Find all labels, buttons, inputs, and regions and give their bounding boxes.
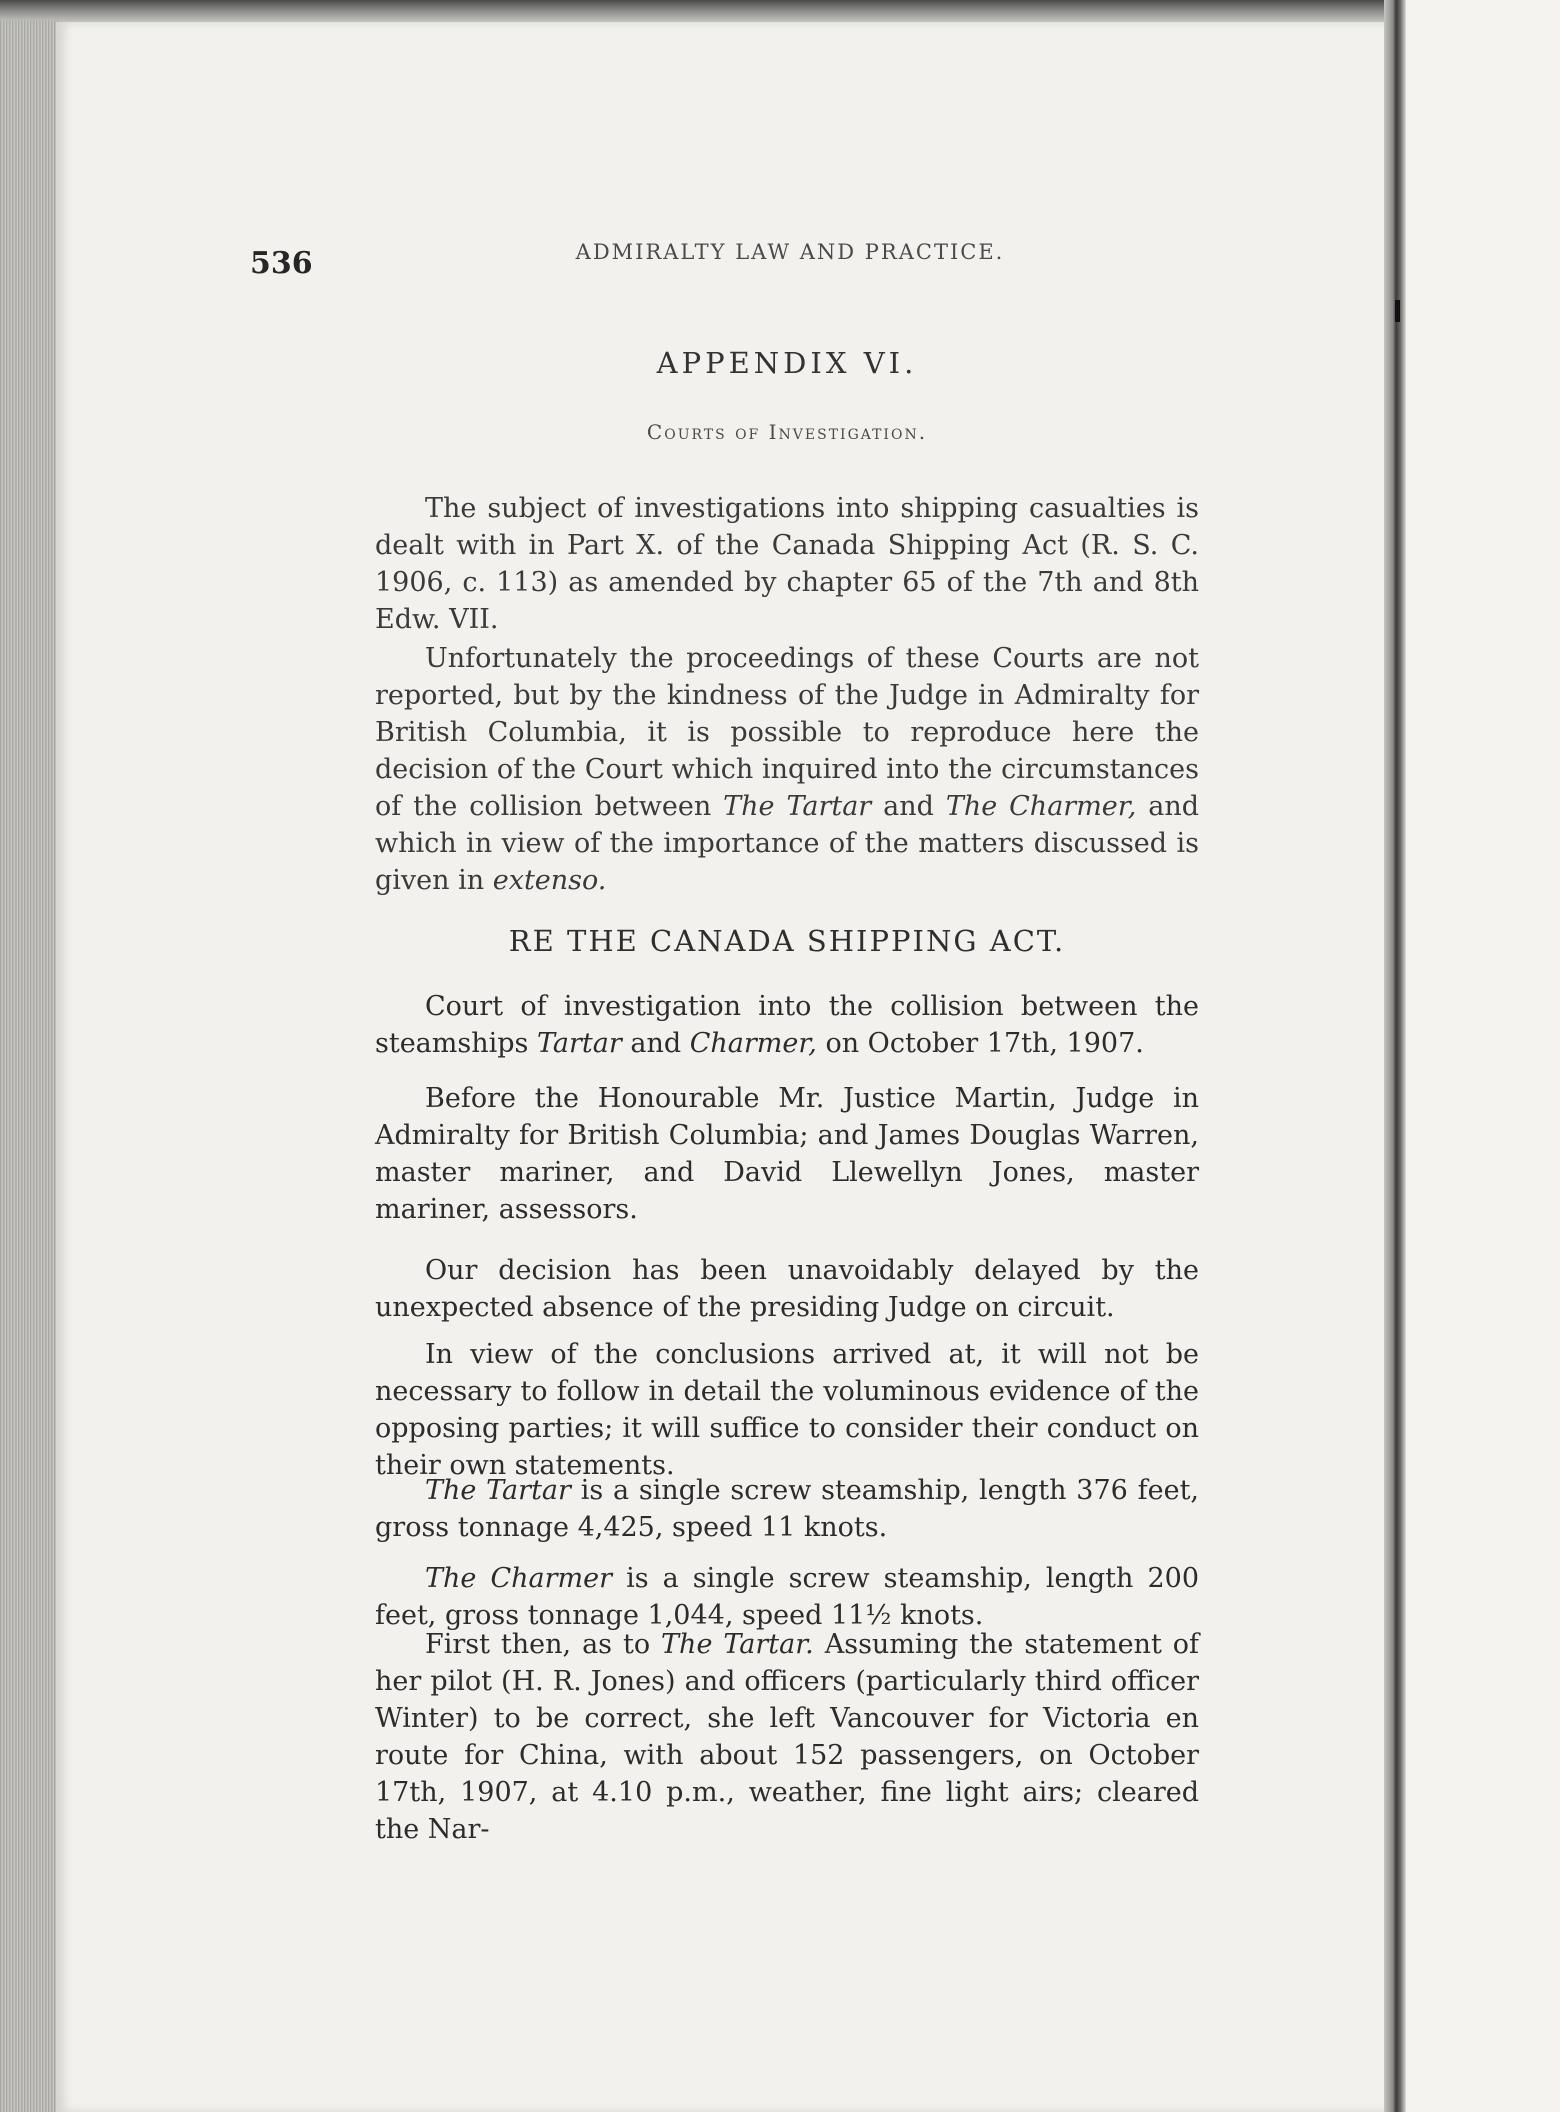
- running-head: ADMIRALTY LAW AND PRACTICE.: [575, 240, 1005, 264]
- intro-paragraph-1-text: The subject of investigations into shipping casualties is dealt with in Part X. of the Canada Shipping Act (R. S. C. 1906, c. 113) as amended by chapter 65 of the 7th and 8th Edw. VII.: [375, 493, 1199, 635]
- ship-name-charmer: The Charmer,: [945, 791, 1137, 822]
- case-paragraph-tartar-specs: [375, 1472, 1199, 1546]
- ship-name-tartar: Tartar: [537, 1028, 622, 1059]
- intro-p2-mid: and: [871, 791, 946, 822]
- case-p7-rest: is a single screw steamship, length 376 feet, gross tonnage 4,425, speed 11 knots.: [375, 1475, 1199, 1543]
- extenso-term: extenso.: [492, 865, 607, 896]
- case-paragraph-decision: [375, 1252, 1199, 1326]
- section-title: Courts of Investigation.: [646, 420, 928, 444]
- case-p3-after: on October 17th, 1907.: [816, 1028, 1144, 1059]
- case-heading: RE THE CANADA SHIPPING ACT.: [508, 924, 1066, 958]
- case-paragraph-conclusions: [375, 1336, 1199, 1484]
- case-p3-before: Court of investigation into the collision between the steamships: [375, 991, 1199, 1059]
- case-paragraph-first-tartar: [375, 1626, 1199, 1848]
- intro-p2-before: Unfortunately the proceedings of these Courts are not reported, but by the kindness of the Judge in Admiralty for British Columbia, it is possible to reproduce here the decision of the Court which inquired into the circumstances of the collision between: [375, 643, 1199, 822]
- case-paragraph-charmer-specs: [375, 1560, 1199, 1634]
- case-p8-rest: is a single screw steamship, length 200 feet, gross tonnage 1,044, speed 11½ knots.: [375, 1563, 1200, 1631]
- appendix-title: APPENDIX VI.: [656, 346, 918, 380]
- ship-name-tartar: The Tartar: [723, 791, 872, 822]
- ship-name-tartar: The Tartar.: [661, 1629, 814, 1660]
- case-p5-text: Our decision has been unavoidably delayed by the unexpected absence of the presiding Judge on circuit.: [375, 1255, 1199, 1323]
- ship-name-charmer: The Charmer: [425, 1563, 612, 1594]
- case-paragraph-court: [375, 988, 1199, 1062]
- case-p9-after: Assuming the statement of her pilot (H. R. Jones) and officers (particularly third officer Winter) to be correct, she left Vancouver for Victoria en route for China, with about 152 passengers, on October 17th, 1907, at 4.10 p.m., weather, fine light airs; cleared the Nar-: [375, 1629, 1199, 1845]
- case-p6-text: In view of the conclusions arrived at, it will not be necessary to follow in detail the voluminous evidence of the opposing parties; it will suffice to consider their conduct on their own statements.: [375, 1339, 1199, 1481]
- case-paragraph-before: [375, 1080, 1199, 1228]
- intro-paragraph-2: [375, 640, 1199, 899]
- intro-p2-after: and which in view of the importance of the matters discussed is given in: [375, 791, 1200, 896]
- ship-name-charmer: Charmer,: [689, 1028, 817, 1059]
- page-number: 536: [250, 246, 313, 281]
- case-p9-before: First then, as to: [425, 1629, 662, 1660]
- ship-name-tartar: The Tartar: [425, 1475, 571, 1506]
- case-p4-text: Before the Honourable Mr. Justice Martin, Judge in Admiralty for British Columbia; and James Douglas Warren, master mariner, and David Llewellyn Jones, master mariner, assessors.: [375, 1083, 1199, 1225]
- intro-paragraph-1: [375, 490, 1199, 638]
- case-p3-mid: and: [621, 1028, 690, 1059]
